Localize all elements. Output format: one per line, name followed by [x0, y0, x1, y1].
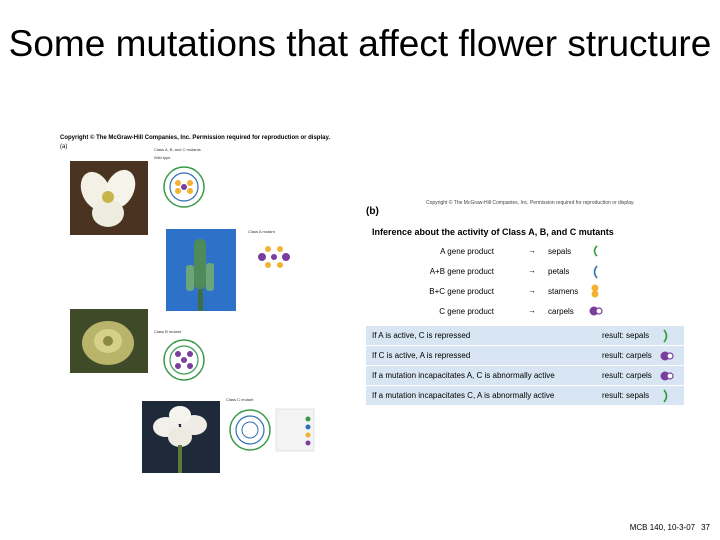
- gene-product-row: [366, 304, 684, 318]
- gene-product-result: stamens: [548, 287, 579, 296]
- condition-result: result: carpels: [602, 371, 652, 380]
- panel-title-abc: Class A, B, and C mutants: [154, 147, 201, 152]
- sepal-icon: [662, 389, 670, 403]
- slide-title-text: Some mutations that affect flower structure: [8, 23, 712, 64]
- gene-product-label: A gene product: [440, 247, 494, 256]
- arrow-icon: →: [528, 246, 536, 255]
- condition-row: [366, 366, 684, 385]
- condition-result: result: sepals: [602, 391, 650, 400]
- condition-result: result: sepals: [602, 331, 650, 340]
- arrow-icon: →: [528, 286, 536, 295]
- figure-a: [58, 133, 331, 473]
- panel-title-class-a: Class A mutant: [248, 229, 275, 234]
- class-c-mutant-photo: [142, 401, 220, 473]
- arrow-icon: →: [528, 306, 536, 315]
- figure-b-label: (b): [366, 206, 379, 217]
- gene-product-result: sepals: [548, 247, 572, 256]
- condition-text: If C is active, A is repressed: [372, 351, 471, 360]
- gene-product-label: B+C gene product: [429, 287, 494, 296]
- condition-row: [366, 326, 684, 345]
- figure-a-copyright: Copyright © The McGraw-Hill Companies, Inc. Permission required for reproduction or display.: [60, 135, 331, 141]
- class-a-mutant-photo: [166, 229, 236, 311]
- class-b-diagram: [154, 337, 214, 383]
- condition-text: If a mutation incapacitates C, A is abnormally active: [372, 391, 555, 400]
- panel-title-wild-type: Wild type: [154, 155, 171, 160]
- class-a-diagram: [246, 237, 302, 277]
- condition-row: [366, 346, 684, 365]
- gene-product-label: C gene product: [439, 307, 494, 316]
- sepal-icon: [591, 245, 599, 257]
- carpel-icon: [589, 304, 603, 318]
- slide-title: [0, 22, 720, 66]
- carpel-icon: [660, 369, 674, 383]
- stamen-icon: [589, 284, 601, 298]
- class-c-diagram: [226, 405, 318, 455]
- wild-type-diagram: [154, 163, 214, 211]
- wild-type-flower-photo: [70, 161, 148, 235]
- figure-b-heading: Inference about the activity of Class A, B, and C mutants: [372, 227, 614, 237]
- gene-product-row: [366, 244, 684, 258]
- condition-text: If a mutation incapacitates A, C is abnormally active: [372, 371, 555, 380]
- panel-title-class-c: Class C mutant: [226, 397, 254, 402]
- condition-text: If A is active, C is repressed: [372, 331, 471, 340]
- figure-b-copyright: Copyright © The McGraw-Hill Companies, Inc. Permission required for reproduction or display.: [426, 200, 635, 206]
- carpel-icon: [660, 349, 674, 363]
- petal-icon: [591, 265, 599, 279]
- gene-product-row: [366, 284, 684, 298]
- sepal-icon: [662, 329, 670, 343]
- slide-footer: [630, 523, 710, 532]
- condition-result: result: carpels: [602, 351, 652, 360]
- arrow-icon: →: [528, 266, 536, 275]
- condition-row: [366, 386, 684, 405]
- footer-text: MCB 140, 10-3-07: [629, 523, 696, 532]
- gene-product-result: petals: [548, 267, 570, 276]
- figure-a-label: (a): [60, 144, 68, 150]
- gene-product-row: [366, 264, 684, 278]
- class-b-mutant-photo: [70, 309, 148, 373]
- figure-b-table: [366, 222, 684, 408]
- gene-product-label: A+B gene product: [429, 267, 494, 276]
- panel-title-class-b: Class B mutant: [154, 329, 182, 334]
- page-number: 37: [701, 523, 710, 532]
- gene-product-result: carpels: [548, 307, 574, 316]
